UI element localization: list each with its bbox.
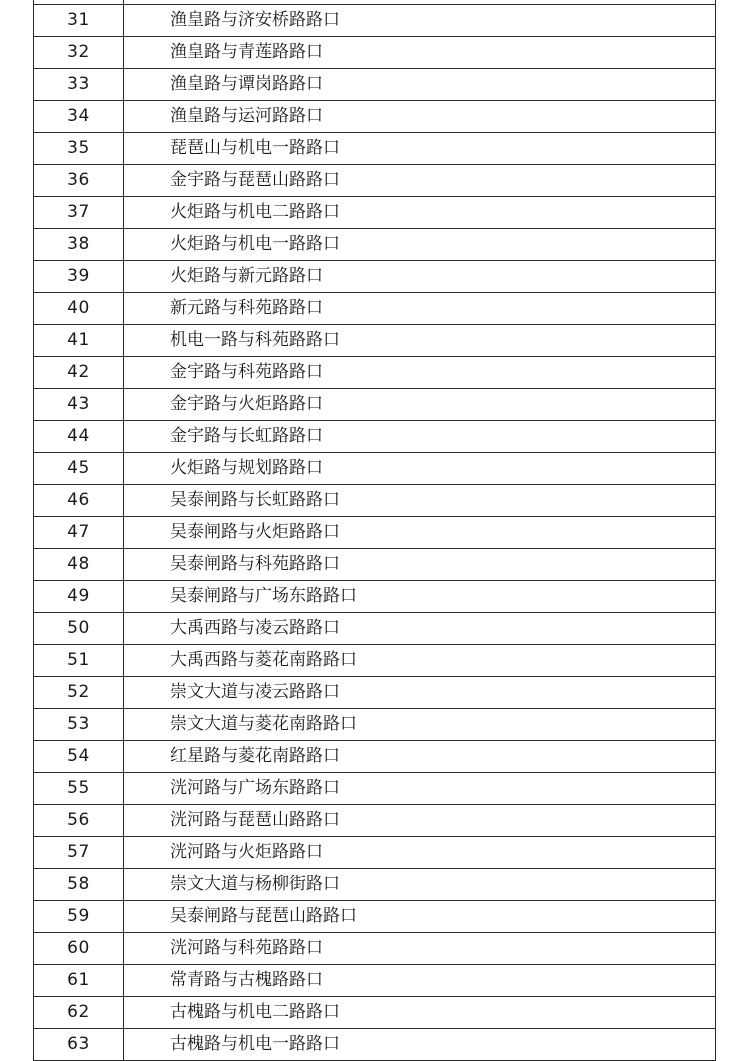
table-row bbox=[34, 965, 716, 997]
intersection-name-cell: 大禹西路与菱花南路路口 bbox=[124, 645, 716, 677]
table-row bbox=[34, 709, 716, 741]
intersection-name-cell: 金宇路与火炬路路口 bbox=[124, 389, 716, 421]
intersection-name-cell: 金宇路与长虹路路口 bbox=[124, 421, 716, 453]
table-row bbox=[34, 5, 716, 37]
intersection-name-cell: 火炬路与机电一路路口 bbox=[124, 229, 716, 261]
row-number-cell: 45 bbox=[34, 453, 124, 485]
row-number-cell: 34 bbox=[34, 101, 124, 133]
intersection-table bbox=[33, 0, 716, 1061]
table-row bbox=[34, 101, 716, 133]
intersection-name-cell: 洸河路与广场东路路口 bbox=[124, 773, 716, 805]
intersection-name-cell: 红星路与菱花南路路口 bbox=[124, 741, 716, 773]
intersection-name-cell: 吴泰闸路与火炬路路口 bbox=[124, 517, 716, 549]
table-row bbox=[34, 645, 716, 677]
row-number-cell: 31 bbox=[34, 5, 124, 37]
intersection-name-cell: 火炬路与规划路路口 bbox=[124, 453, 716, 485]
intersection-name-cell: 崇文大道与菱花南路路口 bbox=[124, 709, 716, 741]
intersection-name-cell: 古槐路与机电二路路口 bbox=[124, 997, 716, 1029]
row-number-cell: 55 bbox=[34, 773, 124, 805]
intersection-name-cell: 古槐路与机电一路路口 bbox=[124, 1029, 716, 1061]
table-row bbox=[34, 261, 716, 293]
table-row bbox=[34, 837, 716, 869]
table-row bbox=[34, 869, 716, 901]
row-number-cell: 61 bbox=[34, 965, 124, 997]
row-number-cell: 53 bbox=[34, 709, 124, 741]
table-row bbox=[34, 677, 716, 709]
intersection-name-cell: 崇文大道与杨柳街路口 bbox=[124, 869, 716, 901]
row-number-cell: 51 bbox=[34, 645, 124, 677]
table-row bbox=[34, 485, 716, 517]
table-row bbox=[34, 517, 716, 549]
row-number-cell: 56 bbox=[34, 805, 124, 837]
intersection-name-cell: 大禹西路与凌云路路口 bbox=[124, 613, 716, 645]
table-row bbox=[34, 997, 716, 1029]
row-number-cell: 32 bbox=[34, 37, 124, 69]
intersection-name-cell: 机电一路与科苑路路口 bbox=[124, 325, 716, 357]
table-row bbox=[34, 357, 716, 389]
row-number-cell: 42 bbox=[34, 357, 124, 389]
intersection-name-cell: 洸河路与琵琶山路路口 bbox=[124, 805, 716, 837]
row-number-cell: 59 bbox=[34, 901, 124, 933]
row-number-cell: 33 bbox=[34, 69, 124, 101]
table-row bbox=[34, 933, 716, 965]
row-number-cell: 46 bbox=[34, 485, 124, 517]
row-number-cell: 35 bbox=[34, 133, 124, 165]
table-row bbox=[34, 901, 716, 933]
table-row bbox=[34, 453, 716, 485]
table-row bbox=[34, 1029, 716, 1061]
intersection-table-body bbox=[34, 0, 716, 1061]
row-number-cell: 47 bbox=[34, 517, 124, 549]
intersection-name-cell: 渔皇路与运河路路口 bbox=[124, 101, 716, 133]
row-number-cell: 63 bbox=[34, 1029, 124, 1061]
row-number-cell: 40 bbox=[34, 293, 124, 325]
intersection-name-cell: 洸河路与科苑路路口 bbox=[124, 933, 716, 965]
intersection-name-cell: 洸河路与火炬路路口 bbox=[124, 837, 716, 869]
intersection-name-cell: 吴泰闸路与长虹路路口 bbox=[124, 485, 716, 517]
row-number-cell: 60 bbox=[34, 933, 124, 965]
row-number-cell: 49 bbox=[34, 581, 124, 613]
intersection-name-cell: 常青路与古槐路路口 bbox=[124, 965, 716, 997]
row-number-cell: 62 bbox=[34, 997, 124, 1029]
row-number-cell: 44 bbox=[34, 421, 124, 453]
row-number-cell: 39 bbox=[34, 261, 124, 293]
intersection-name-cell: 金宇路与科苑路路口 bbox=[124, 357, 716, 389]
table-row bbox=[34, 165, 716, 197]
row-number-cell: 37 bbox=[34, 197, 124, 229]
row-number-cell: 50 bbox=[34, 613, 124, 645]
table-row bbox=[34, 197, 716, 229]
intersection-name-cell: 吴泰闸路与科苑路路口 bbox=[124, 549, 716, 581]
row-number-cell: 58 bbox=[34, 869, 124, 901]
intersection-name-cell: 火炬路与机电二路路口 bbox=[124, 197, 716, 229]
table-row bbox=[34, 293, 716, 325]
intersection-name-cell: 吴泰闸路与琵琶山路路口 bbox=[124, 901, 716, 933]
intersection-name-cell: 火炬路与新元路路口 bbox=[124, 261, 716, 293]
row-number-cell: 54 bbox=[34, 741, 124, 773]
intersection-name-cell: 渔皇路与济安桥路路口 bbox=[124, 5, 716, 37]
row-number-cell: 48 bbox=[34, 549, 124, 581]
intersection-name-cell: 金宇路与琵琶山路路口 bbox=[124, 165, 716, 197]
intersection-name-cell: 吴泰闸路与广场东路路口 bbox=[124, 581, 716, 613]
intersection-name-cell: 琵琶山与机电一路路口 bbox=[124, 133, 716, 165]
table-row bbox=[34, 581, 716, 613]
row-number-cell: 43 bbox=[34, 389, 124, 421]
table-row bbox=[34, 773, 716, 805]
row-number-cell: 57 bbox=[34, 837, 124, 869]
table-row bbox=[34, 389, 716, 421]
table-row bbox=[34, 69, 716, 101]
row-number-cell: 38 bbox=[34, 229, 124, 261]
row-number-cell: 52 bbox=[34, 677, 124, 709]
row-number-cell: 41 bbox=[34, 325, 124, 357]
table-row bbox=[34, 229, 716, 261]
table-row bbox=[34, 805, 716, 837]
intersection-name-cell: 渔皇路与谭岗路路口 bbox=[124, 69, 716, 101]
row-number-cell: 36 bbox=[34, 165, 124, 197]
table-row bbox=[34, 133, 716, 165]
intersection-name-cell: 崇文大道与凌云路路口 bbox=[124, 677, 716, 709]
table-row bbox=[34, 421, 716, 453]
intersection-name-cell: 新元路与科苑路路口 bbox=[124, 293, 716, 325]
table-row bbox=[34, 741, 716, 773]
table-row bbox=[34, 613, 716, 645]
table-row bbox=[34, 549, 716, 581]
table-row bbox=[34, 37, 716, 69]
intersection-name-cell: 渔皇路与青莲路路口 bbox=[124, 37, 716, 69]
table-row bbox=[34, 325, 716, 357]
